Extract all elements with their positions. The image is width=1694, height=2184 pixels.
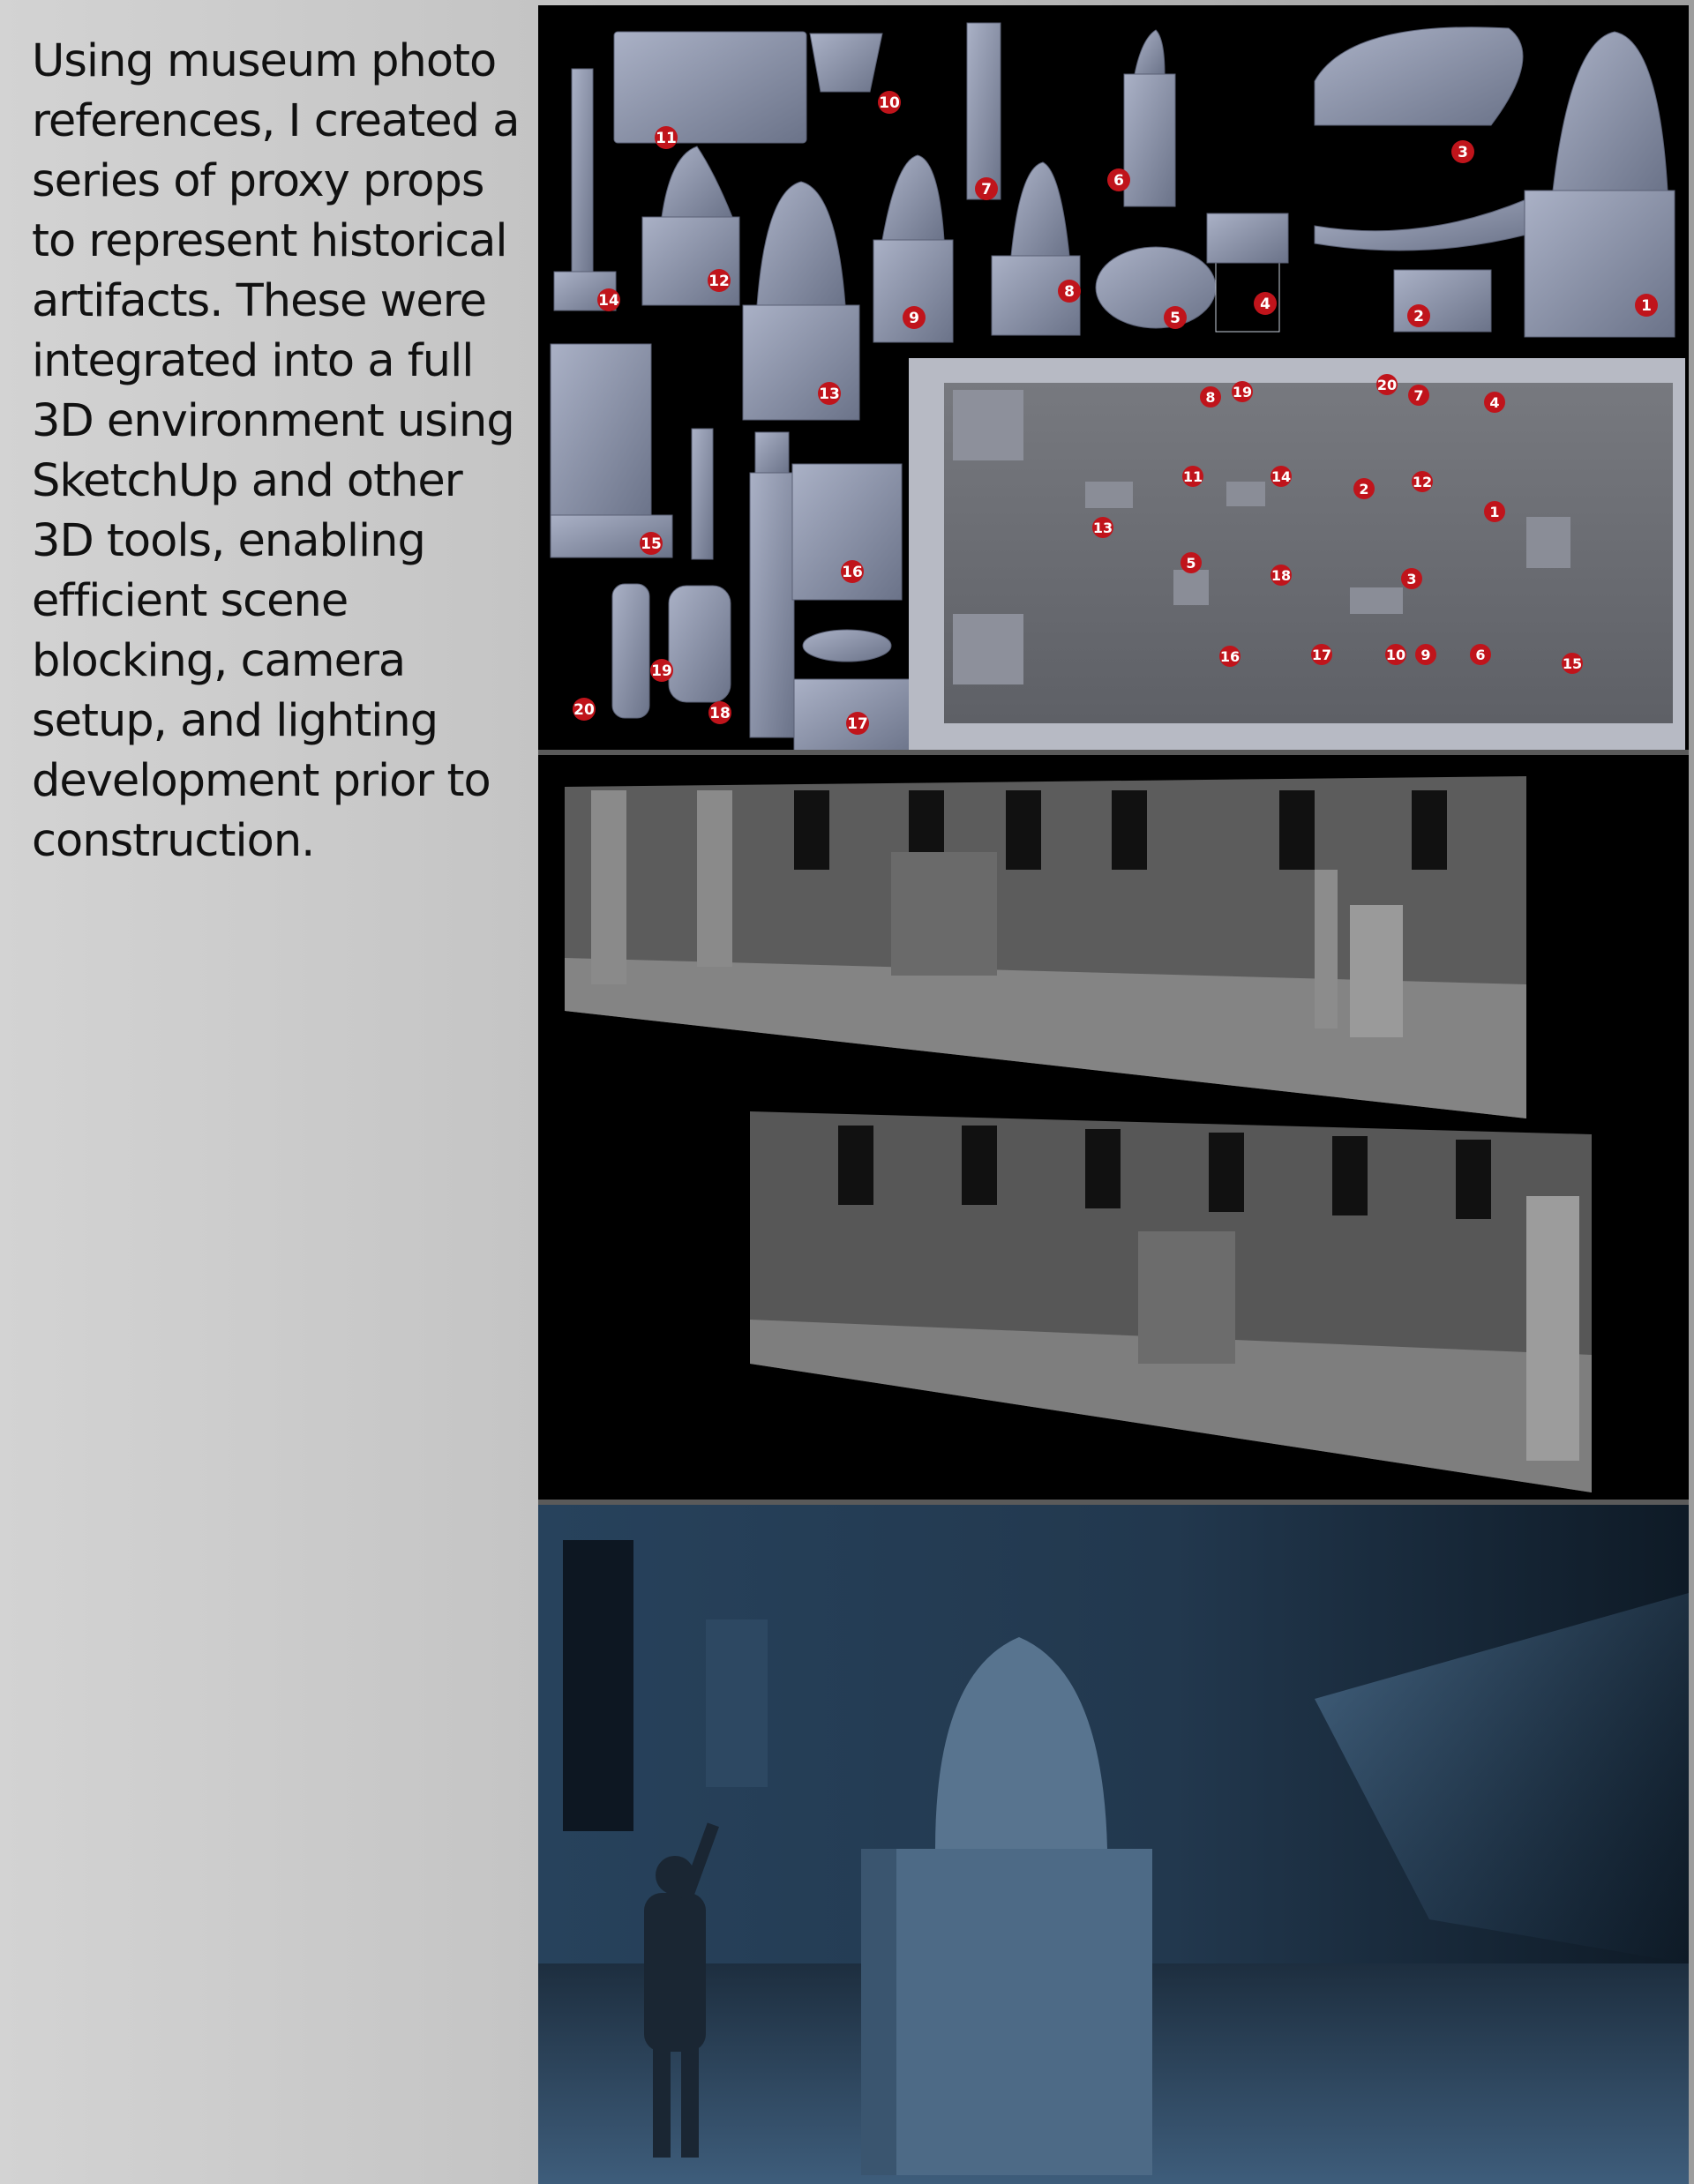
- plan-marker-16: [1219, 646, 1241, 667]
- svg-text:17: 17: [1311, 647, 1332, 663]
- plan-marker-3: [1401, 568, 1422, 589]
- prop-marker-8: [1058, 280, 1081, 303]
- svg-text:3: 3: [1458, 144, 1468, 161]
- prop-marker-20: [573, 698, 596, 721]
- svg-text:13: 13: [819, 385, 840, 403]
- plan-marker-14: [1270, 466, 1292, 487]
- svg-text:19: 19: [651, 662, 672, 680]
- plan-marker-11: [1182, 466, 1203, 487]
- prop-stele-7: [967, 23, 1001, 199]
- svg-text:18: 18: [709, 705, 731, 722]
- plan-marker-17: [1311, 644, 1332, 665]
- svg-text:12: 12: [1412, 474, 1433, 490]
- prop-marker-3: [1451, 140, 1474, 163]
- prop-scarab-5: [1096, 247, 1216, 328]
- prop-marker-15: [640, 532, 663, 555]
- svg-text:15: 15: [1562, 655, 1583, 672]
- prop-marker-19: [650, 659, 673, 682]
- plan-marker-10: [1385, 644, 1406, 665]
- svg-text:17: 17: [847, 715, 868, 733]
- prop-marker-11: [655, 126, 678, 149]
- prop-column-14: [572, 69, 593, 280]
- svg-text:20: 20: [573, 701, 595, 719]
- prop-marker-1: [1635, 294, 1658, 317]
- svg-text:14: 14: [598, 292, 619, 310]
- prop-marker-16: [841, 560, 864, 583]
- prop-relief-15: [551, 344, 651, 520]
- prop-pedestal-13: [743, 305, 859, 420]
- svg-text:9: 9: [1420, 647, 1431, 663]
- prop-pedestal-12: [642, 217, 739, 305]
- svg-text:4: 4: [1489, 394, 1500, 411]
- plan-marker-1: [1484, 501, 1505, 522]
- prop-marker-4: [1254, 292, 1277, 315]
- props-sheet-svg: [538, 5, 1689, 750]
- svg-text:1: 1: [1489, 504, 1500, 520]
- svg-text:20: 20: [1376, 377, 1398, 393]
- prop-marker-9: [903, 306, 926, 329]
- svg-text:15: 15: [641, 535, 662, 553]
- plan-marker-2: [1353, 478, 1375, 499]
- prop-altar-10: [810, 34, 882, 92]
- plan-marker-13: [1092, 517, 1113, 538]
- prop-marker-2: [1407, 304, 1430, 327]
- prop-pedestal-6: [1124, 74, 1175, 206]
- plan-marker-20: [1376, 374, 1398, 395]
- svg-text:11: 11: [656, 130, 677, 147]
- svg-text:4: 4: [1260, 295, 1270, 313]
- svg-text:2: 2: [1359, 481, 1369, 497]
- svg-text:6: 6: [1475, 647, 1486, 663]
- environment-renders-panel: [538, 755, 1689, 1500]
- plan-marker-18: [1270, 565, 1292, 586]
- plan-marker-15: [1562, 653, 1583, 674]
- prop-marker-14: [597, 288, 620, 311]
- prop-marker-5: [1164, 306, 1187, 329]
- svg-text:5: 5: [1186, 555, 1196, 572]
- svg-text:10: 10: [1385, 647, 1406, 663]
- plan-marker-19: [1232, 381, 1253, 402]
- plan-marker-9: [1415, 644, 1436, 665]
- svg-text:19: 19: [1232, 384, 1253, 400]
- svg-text:9: 9: [909, 310, 919, 327]
- prop-coffin-20: [612, 584, 649, 718]
- svg-text:7: 7: [981, 181, 992, 198]
- svg-text:18: 18: [1270, 567, 1292, 584]
- svg-text:2: 2: [1413, 308, 1424, 325]
- svg-text:6: 6: [1113, 172, 1124, 190]
- prop-marker-7: [975, 177, 998, 200]
- svg-text:3: 3: [1406, 571, 1417, 587]
- svg-text:12: 12: [708, 273, 730, 290]
- plan-marker-12: [1412, 471, 1433, 492]
- plan-marker-8: [1200, 386, 1221, 408]
- prop-column-18: [750, 473, 794, 737]
- svg-text:1: 1: [1641, 297, 1652, 315]
- plan-marker-4: [1484, 392, 1505, 413]
- plan-marker-7: [1408, 385, 1429, 406]
- floor-plan: [909, 358, 1685, 750]
- lighting-render-svg: [538, 1505, 1689, 2184]
- svg-text:16: 16: [1219, 648, 1241, 665]
- prop-marker-10: [878, 91, 901, 114]
- lighting-render-panel: [538, 1505, 1689, 2184]
- environment-renders-svg: [538, 755, 1689, 1500]
- props-and-floorplan-panel: [538, 5, 1689, 750]
- prop-marker-17: [846, 712, 869, 735]
- svg-text:8: 8: [1064, 283, 1075, 301]
- svg-text:13: 13: [1092, 520, 1113, 536]
- svg-text:5: 5: [1170, 310, 1181, 327]
- plan-marker-6: [1470, 644, 1491, 665]
- svg-text:14: 14: [1270, 468, 1292, 485]
- prop-marker-6: [1107, 168, 1130, 191]
- prop-sarcophagus-11: [614, 32, 806, 143]
- svg-text:11: 11: [1182, 468, 1203, 485]
- svg-text:10: 10: [879, 94, 900, 112]
- svg-text:7: 7: [1413, 387, 1424, 404]
- svg-text:8: 8: [1205, 389, 1216, 406]
- svg-text:16: 16: [842, 564, 863, 581]
- prop-marker-12: [708, 269, 731, 292]
- plan-marker-5: [1181, 552, 1202, 573]
- prop-marker-18: [708, 701, 731, 724]
- description-text: Using museum photo references, I created a series of proxy props to represent historical artifacts. These were integrated into a full 3D environment using SketchUp and other 3D tools, enabling efficient scene blocking, camera setup, and lighting development prior to construction.: [32, 35, 520, 867]
- prop-marker-13: [818, 382, 841, 405]
- prop-stele-19: [669, 586, 731, 702]
